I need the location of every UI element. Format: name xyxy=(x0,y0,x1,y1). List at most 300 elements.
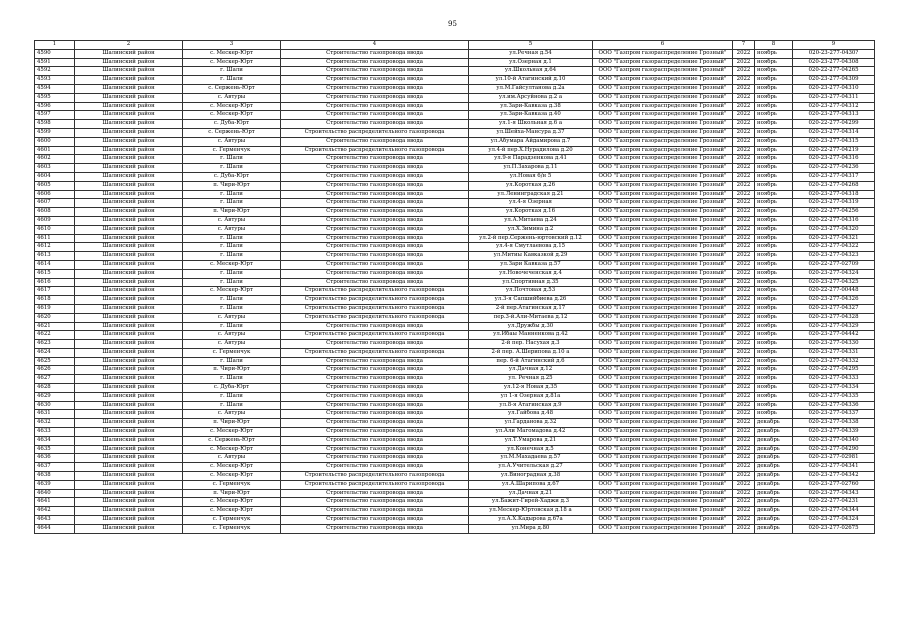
column-number-4: 4 xyxy=(281,41,469,50)
district-cell: Шалинский район xyxy=(75,199,183,208)
month-cell: ноябрь xyxy=(755,146,793,155)
table-row xyxy=(35,331,875,340)
record-code-cell: 020-23-277-04337 xyxy=(793,410,875,419)
month-cell: ноябрь xyxy=(755,331,793,340)
record-code-cell: 020-23-277-04341 xyxy=(793,463,875,472)
year-cell: 2022 xyxy=(733,507,755,516)
address-cell: ул.Али Магомадова д.42 xyxy=(469,428,593,437)
month-cell: ноябрь xyxy=(755,172,793,181)
record-code-cell: 020-23-277-04320 xyxy=(793,225,875,234)
organization-cell: ООО "Газпром газораспределение Грозный" xyxy=(593,155,733,164)
year-cell: 2022 xyxy=(733,498,755,507)
row-number-cell: 4604 xyxy=(35,172,75,181)
settlement-cell: г. Шали xyxy=(183,164,281,173)
table-row xyxy=(35,155,875,164)
year-cell: 2022 xyxy=(733,208,755,217)
work-type-cell: Строительство газопровода ввода xyxy=(281,164,469,173)
district-cell: Шалинский район xyxy=(75,84,183,93)
table-row xyxy=(35,93,875,102)
work-type-cell: Строительство газопровода ввода xyxy=(281,489,469,498)
organization-cell: ООО "Газпром газораспределение Грозный" xyxy=(593,428,733,437)
month-cell: ноябрь xyxy=(755,111,793,120)
month-cell: ноябрь xyxy=(755,260,793,269)
year-cell: 2022 xyxy=(733,401,755,410)
record-code-cell: 020-23-277-04342 xyxy=(793,472,875,481)
organization-cell: ООО "Газпром газораспределение Грозный" xyxy=(593,436,733,445)
district-cell: Шалинский район xyxy=(75,507,183,516)
settlement-cell: с. Герменчук xyxy=(183,524,281,533)
month-cell: ноябрь xyxy=(755,348,793,357)
row-number-cell: 4627 xyxy=(35,375,75,384)
month-cell: ноябрь xyxy=(755,384,793,393)
district-cell: Шалинский район xyxy=(75,234,183,243)
record-code-cell: 020-23-277-0430? xyxy=(793,49,875,58)
table-row xyxy=(35,445,875,454)
address-cell: ул.Бажит-Гирей-Хаджи д.3 xyxy=(469,498,593,507)
month-cell: декабрь xyxy=(755,516,793,525)
work-type-cell: Строительство газопровода ввода xyxy=(281,155,469,164)
address-cell: ул.Дачная д.12 xyxy=(469,366,593,375)
settlement-cell: г. Шали xyxy=(183,304,281,313)
row-number-cell: 4610 xyxy=(35,225,75,234)
address-cell: ул.Х.Зимина д.2 xyxy=(469,225,593,234)
row-number-cell: 4635 xyxy=(35,445,75,454)
organization-cell: ООО "Газпром газораспределение Грозный" xyxy=(593,392,733,401)
record-code-cell: 020-23-277-04321 xyxy=(793,234,875,243)
table-row xyxy=(35,172,875,181)
work-type-cell: Строительство газопровода ввода xyxy=(281,392,469,401)
address-cell: ул.Митиы Кавказкой д.29 xyxy=(469,252,593,261)
year-cell: 2022 xyxy=(733,410,755,419)
settlement-cell: г. Шали xyxy=(183,67,281,76)
record-code-cell: 020-23-277-04319 xyxy=(793,199,875,208)
row-number-cell: 4631 xyxy=(35,410,75,419)
organization-cell: ООО "Газпром газораспределение Грозный" xyxy=(593,296,733,305)
organization-cell: ООО "Газпром газораспределение Грозный" xyxy=(593,507,733,516)
work-type-cell: Строительство газопровода ввода xyxy=(281,58,469,67)
district-cell: Шалинский район xyxy=(75,120,183,129)
table-row xyxy=(35,384,875,393)
year-cell: 2022 xyxy=(733,199,755,208)
address-cell: ул.Мескер-Юртовская д.18 а xyxy=(469,507,593,516)
table-row xyxy=(35,480,875,489)
row-number-cell: 4593 xyxy=(35,76,75,85)
address-cell: ул.Почтовая д.53 xyxy=(469,287,593,296)
address-cell: ул.4-й пер.Х.Нурадилова д.20 xyxy=(469,146,593,155)
settlement-cell: с. Герменчук xyxy=(183,146,281,155)
table-row xyxy=(35,252,875,261)
table-row xyxy=(35,164,875,173)
work-type-cell: Строительство распределительного газопровода xyxy=(281,128,469,137)
year-cell: 2022 xyxy=(733,190,755,199)
district-cell: Шалинский район xyxy=(75,428,183,437)
address-cell: ул.Ибаы Манненкова д.42 xyxy=(469,331,593,340)
table-row xyxy=(35,428,875,437)
table-row xyxy=(35,516,875,525)
year-cell: 2022 xyxy=(733,463,755,472)
month-cell: декабрь xyxy=(755,445,793,454)
work-type-cell: Строительство газопровода ввода xyxy=(281,67,469,76)
table-row xyxy=(35,208,875,217)
settlement-cell: с. Мескер-Юрт xyxy=(183,58,281,67)
column-number-2: 2 xyxy=(75,41,183,50)
year-cell: 2022 xyxy=(733,234,755,243)
address-cell: ул.М.Махадаева д.57 xyxy=(469,454,593,463)
year-cell: 2022 xyxy=(733,375,755,384)
row-number-cell: 4624 xyxy=(35,348,75,357)
record-code-cell: 020-23-277-04324 xyxy=(793,269,875,278)
month-cell: ноябрь xyxy=(755,216,793,225)
year-cell: 2022 xyxy=(733,340,755,349)
row-number-cell: 4608 xyxy=(35,208,75,217)
work-type-cell: Строительство газопровода ввода xyxy=(281,93,469,102)
district-cell: Шалинский район xyxy=(75,93,183,102)
district-cell: Шалинский район xyxy=(75,49,183,58)
table-row xyxy=(35,269,875,278)
table-row xyxy=(35,366,875,375)
year-cell: 2022 xyxy=(733,287,755,296)
month-cell: ноябрь xyxy=(755,392,793,401)
row-number-cell: 4615 xyxy=(35,269,75,278)
year-cell: 2022 xyxy=(733,428,755,437)
organization-cell: ООО "Газпром газораспределение Грозный" xyxy=(593,340,733,349)
record-code-cell: 020-23-277-04343 xyxy=(793,489,875,498)
work-type-cell: Строительство газопровода ввода xyxy=(281,269,469,278)
district-cell: Шалинский район xyxy=(75,208,183,217)
work-type-cell: Строительство газопровода ввода xyxy=(281,366,469,375)
settlement-cell: с. Автуры xyxy=(183,137,281,146)
table-body xyxy=(35,49,875,533)
district-cell: Шалинский район xyxy=(75,516,183,525)
district-cell: Шалинский район xyxy=(75,331,183,340)
organization-cell: ООО "Газпром газораспределение Грозный" xyxy=(593,524,733,533)
month-cell: ноябрь xyxy=(755,128,793,137)
district-cell: Шалинский район xyxy=(75,454,183,463)
work-type-cell: Строительство распределительного газопровода xyxy=(281,313,469,322)
work-type-cell: Строительство распределительного газопровода xyxy=(281,480,469,489)
record-code-cell: 020-23-277-04331 xyxy=(793,348,875,357)
work-type-cell: Строительство газопровода ввода xyxy=(281,49,469,58)
organization-cell: ООО "Газпром газораспределение Грозный" xyxy=(593,313,733,322)
year-cell: 2022 xyxy=(733,58,755,67)
month-cell: декабрь xyxy=(755,472,793,481)
district-cell: Шалинский район xyxy=(75,313,183,322)
month-cell: ноябрь xyxy=(755,84,793,93)
address-cell: ул.Виноградная д.38 xyxy=(469,472,593,481)
organization-cell: ООО "Газпром газораспределение Грозный" xyxy=(593,410,733,419)
record-code-cell: 020-23-277-04318 xyxy=(793,190,875,199)
column-number-6: 6 xyxy=(593,41,733,50)
year-cell: 2022 xyxy=(733,322,755,331)
month-cell: ноябрь xyxy=(755,58,793,67)
work-type-cell: Строительство газопровода ввода xyxy=(281,137,469,146)
record-code-cell: 020-22-277-04299 xyxy=(793,120,875,129)
record-code-cell: 020-23-277-02981 xyxy=(793,454,875,463)
year-cell: 2022 xyxy=(733,524,755,533)
organization-cell: ООО "Газпром газораспределение Грозный" xyxy=(593,419,733,428)
record-code-cell: 020-23-277-04330 xyxy=(793,340,875,349)
district-cell: Шалинский район xyxy=(75,269,183,278)
organization-cell: ООО "Газпром газораспределение Грозный" xyxy=(593,445,733,454)
record-code-cell: 020-23-277-04309 xyxy=(793,76,875,85)
table-row xyxy=(35,472,875,481)
record-code-cell: 020-23-277-04325 xyxy=(793,278,875,287)
settlement-cell: с. Сержень-Юрт xyxy=(183,84,281,93)
organization-cell: ООО "Газпром газораспределение Грозный" xyxy=(593,454,733,463)
settlement-cell: с. Автуры xyxy=(183,225,281,234)
settlement-cell: с. Мескер-Юрт xyxy=(183,507,281,516)
address-cell: ул.А.Шарипова д.67 xyxy=(469,480,593,489)
table-row xyxy=(35,102,875,111)
table-row xyxy=(35,287,875,296)
month-cell: ноябрь xyxy=(755,401,793,410)
row-number-cell: 4598 xyxy=(35,120,75,129)
table-row xyxy=(35,313,875,322)
settlement-cell: п. Чири-Юрт xyxy=(183,419,281,428)
table-row xyxy=(35,524,875,533)
work-type-cell: Строительство газопровода ввода xyxy=(281,181,469,190)
row-number-cell: 4626 xyxy=(35,366,75,375)
work-type-cell: Строительство газопровода ввода xyxy=(281,243,469,252)
address-cell: ул.1-я Школьная д.6 а xyxy=(469,120,593,129)
work-type-cell: Строительство распределительного газопровода xyxy=(281,348,469,357)
address-cell: 2-й пер. А.Шерипова д.10 а xyxy=(469,348,593,357)
month-cell: ноябрь xyxy=(755,67,793,76)
district-cell: Шалинский район xyxy=(75,366,183,375)
year-cell: 2022 xyxy=(733,516,755,525)
organization-cell: ООО "Газпром газораспределение Грозный" xyxy=(593,516,733,525)
table-row xyxy=(35,260,875,269)
row-number-cell: 4629 xyxy=(35,392,75,401)
table-row xyxy=(35,436,875,445)
work-type-cell: Строительство газопровода ввода xyxy=(281,322,469,331)
settlement-cell: с. Автуры xyxy=(183,331,281,340)
organization-cell: ООО "Газпром газораспределение Грозный" xyxy=(593,304,733,313)
year-cell: 2022 xyxy=(733,445,755,454)
month-cell: декабрь xyxy=(755,454,793,463)
work-type-cell: Строительство распределительного газопровода xyxy=(281,287,469,296)
row-number-cell: 4596 xyxy=(35,102,75,111)
year-cell: 2022 xyxy=(733,269,755,278)
row-number-cell: 4616 xyxy=(35,278,75,287)
district-cell: Шалинский район xyxy=(75,348,183,357)
month-cell: декабрь xyxy=(755,419,793,428)
organization-cell: ООО "Газпром газораспределение Грозный" xyxy=(593,120,733,129)
row-number-cell: 4639 xyxy=(35,480,75,489)
table-row xyxy=(35,199,875,208)
table-row xyxy=(35,49,875,58)
table-row xyxy=(35,181,875,190)
address-cell: ул.Зари Кавказа д.57 xyxy=(469,260,593,269)
month-cell: декабрь xyxy=(755,428,793,437)
year-cell: 2022 xyxy=(733,472,755,481)
settlement-cell: с. Дуба-Юрт xyxy=(183,384,281,393)
month-cell: ноябрь xyxy=(755,287,793,296)
organization-cell: ООО "Газпром газораспределение Грозный" xyxy=(593,260,733,269)
work-type-cell: Строительство газопровода ввода xyxy=(281,190,469,199)
district-cell: Шалинский район xyxy=(75,216,183,225)
table-row xyxy=(35,498,875,507)
month-cell: ноябрь xyxy=(755,340,793,349)
district-cell: Шалинский район xyxy=(75,445,183,454)
table-row xyxy=(35,296,875,305)
month-cell: ноябрь xyxy=(755,49,793,58)
settlement-cell: г. Шали xyxy=(183,392,281,401)
district-cell: Шалинский район xyxy=(75,225,183,234)
work-type-cell: Строительство газопровода ввода xyxy=(281,252,469,261)
address-cell: ул.12-я Новая д.35 xyxy=(469,384,593,393)
settlement-cell: с. Автуры xyxy=(183,216,281,225)
row-number-cell: 4622 xyxy=(35,331,75,340)
table-row xyxy=(35,234,875,243)
district-cell: Шалинский район xyxy=(75,190,183,199)
district-cell: Шалинский район xyxy=(75,357,183,366)
district-cell: Шалинский район xyxy=(75,419,183,428)
address-cell: ул.Короткая д.26 xyxy=(469,181,593,190)
organization-cell: ООО "Газпром газораспределение Грозный" xyxy=(593,287,733,296)
district-cell: Шалинский район xyxy=(75,252,183,261)
year-cell: 2022 xyxy=(733,392,755,401)
settlement-cell: п. Чири-Юрт xyxy=(183,489,281,498)
settlement-cell: с. Автуры xyxy=(183,454,281,463)
year-cell: 2022 xyxy=(733,172,755,181)
work-type-cell: Строительство распределительного газопровода xyxy=(281,472,469,481)
settlement-cell: г. Шали xyxy=(183,190,281,199)
work-type-cell: Строительство газопровода ввода xyxy=(281,445,469,454)
record-code-cell: 020-23-277-04311 xyxy=(793,93,875,102)
table-row xyxy=(35,463,875,472)
month-cell: ноябрь xyxy=(755,322,793,331)
work-type-cell: Строительство газопровода ввода xyxy=(281,234,469,243)
month-cell: декабрь xyxy=(755,498,793,507)
record-code-cell: 020-23-277-04333 xyxy=(793,375,875,384)
district-cell: Шалинский район xyxy=(75,498,183,507)
row-number-cell: 4590 xyxy=(35,49,75,58)
record-code-cell: 020-23-277-04334 xyxy=(793,384,875,393)
district-cell: Шалинский район xyxy=(75,463,183,472)
settlement-cell: с. Автуры xyxy=(183,340,281,349)
year-cell: 2022 xyxy=(733,181,755,190)
settlement-cell: с. Сержень-Юрт xyxy=(183,436,281,445)
work-type-cell: Строительство газопровода ввода xyxy=(281,463,469,472)
district-cell: Шалинский район xyxy=(75,375,183,384)
organization-cell: ООО "Газпром газораспределение Грозный" xyxy=(593,322,733,331)
table-row xyxy=(35,419,875,428)
address-cell: ул.4-я Смутлаевова д.15 xyxy=(469,243,593,252)
row-number-cell: 4606 xyxy=(35,190,75,199)
month-cell: ноябрь xyxy=(755,366,793,375)
row-number-cell: 4605 xyxy=(35,181,75,190)
year-cell: 2022 xyxy=(733,454,755,463)
record-code-cell: 020-23-277-04310 xyxy=(793,84,875,93)
settlement-cell: с. Мескер-Юрт xyxy=(183,463,281,472)
record-code-cell: 020-22-277-04316 xyxy=(793,216,875,225)
address-cell: ул.Гарданова д.32 xyxy=(469,419,593,428)
row-number-cell: 4613 xyxy=(35,252,75,261)
district-cell: Шалинский район xyxy=(75,260,183,269)
record-code-cell: 020-23-277-04323 xyxy=(793,252,875,261)
address-cell: ул.Школьная д.64 xyxy=(469,67,593,76)
district-cell: Шалинский район xyxy=(75,480,183,489)
record-code-cell: 020-22-277-04236 xyxy=(793,164,875,173)
year-cell: 2022 xyxy=(733,93,755,102)
address-cell: ул.Зари-Кавказа д.40 xyxy=(469,111,593,120)
record-code-cell: 020-23-277-04317 xyxy=(793,172,875,181)
month-cell: ноябрь xyxy=(755,208,793,217)
organization-cell: ООО "Газпром газораспределение Грозный" xyxy=(593,199,733,208)
address-cell: ул.Гайбова д.48 xyxy=(469,410,593,419)
year-cell: 2022 xyxy=(733,137,755,146)
table-row xyxy=(35,357,875,366)
district-cell: Шалинский район xyxy=(75,524,183,533)
table-row xyxy=(35,137,875,146)
settlement-cell: с. Герменчук xyxy=(183,480,281,489)
work-type-cell: Строительство газопровода ввода xyxy=(281,102,469,111)
month-cell: ноябрь xyxy=(755,93,793,102)
record-code-cell: 020-23-277-04344 xyxy=(793,507,875,516)
record-code-cell: 020-23-277-04332 xyxy=(793,357,875,366)
year-cell: 2022 xyxy=(733,436,755,445)
month-cell: ноябрь xyxy=(755,102,793,111)
work-type-cell: Строительство газопровода ввода xyxy=(281,410,469,419)
year-cell: 2022 xyxy=(733,243,755,252)
month-cell: ноябрь xyxy=(755,296,793,305)
month-cell: ноябрь xyxy=(755,225,793,234)
row-number-cell: 4602 xyxy=(35,155,75,164)
year-cell: 2022 xyxy=(733,155,755,164)
settlement-cell: п. Чири-Юрт xyxy=(183,208,281,217)
settlement-cell: с. Герменчук xyxy=(183,348,281,357)
table-row xyxy=(35,120,875,129)
district-cell: Шалинский район xyxy=(75,172,183,181)
page-number: 95 xyxy=(448,20,457,28)
organization-cell: ООО "Газпром газораспределение Грозный" xyxy=(593,208,733,217)
settlement-cell: с. Мескер-Юрт xyxy=(183,49,281,58)
work-type-cell: Строительство газопровода ввода xyxy=(281,111,469,120)
work-type-cell: Строительство газопровода ввода xyxy=(281,172,469,181)
settlement-cell: г. Шали xyxy=(183,243,281,252)
work-type-cell: Строительство газопровода ввода xyxy=(281,76,469,85)
row-number-cell: 4614 xyxy=(35,260,75,269)
row-number-cell: 4591 xyxy=(35,58,75,67)
settlement-cell: с. Сержень-Юрт xyxy=(183,128,281,137)
organization-cell: ООО "Газпром газораспределение Грозный" xyxy=(593,384,733,393)
table-row xyxy=(35,375,875,384)
year-cell: 2022 xyxy=(733,84,755,93)
year-cell: 2022 xyxy=(733,49,755,58)
settlement-cell: г. Шали xyxy=(183,278,281,287)
row-number-cell: 4603 xyxy=(35,164,75,173)
address-cell: 2-й пер. Насухая д.3 xyxy=(469,340,593,349)
year-cell: 2022 xyxy=(733,128,755,137)
month-cell: ноябрь xyxy=(755,278,793,287)
column-number-3: 3 xyxy=(183,41,281,50)
year-cell: 2022 xyxy=(733,480,755,489)
year-cell: 2022 xyxy=(733,331,755,340)
settlement-cell: с. Герменчук xyxy=(183,516,281,525)
district-cell: Шалинский район xyxy=(75,436,183,445)
month-cell: ноябрь xyxy=(755,410,793,419)
district-cell: Шалинский район xyxy=(75,128,183,137)
work-type-cell: Строительство газопровода ввода xyxy=(281,454,469,463)
record-code-cell: 020-23-277-04335 xyxy=(793,392,875,401)
organization-cell: ООО "Газпром газораспределение Грозный" xyxy=(593,269,733,278)
row-number-cell: 4620 xyxy=(35,313,75,322)
record-code-cell: 020-23-277-04324 xyxy=(793,516,875,525)
organization-cell: ООО "Газпром газораспределение Грозный" xyxy=(593,164,733,173)
record-code-cell: 020-22-277-04265 xyxy=(793,67,875,76)
work-type-cell: Строительство газопровода ввода xyxy=(281,524,469,533)
